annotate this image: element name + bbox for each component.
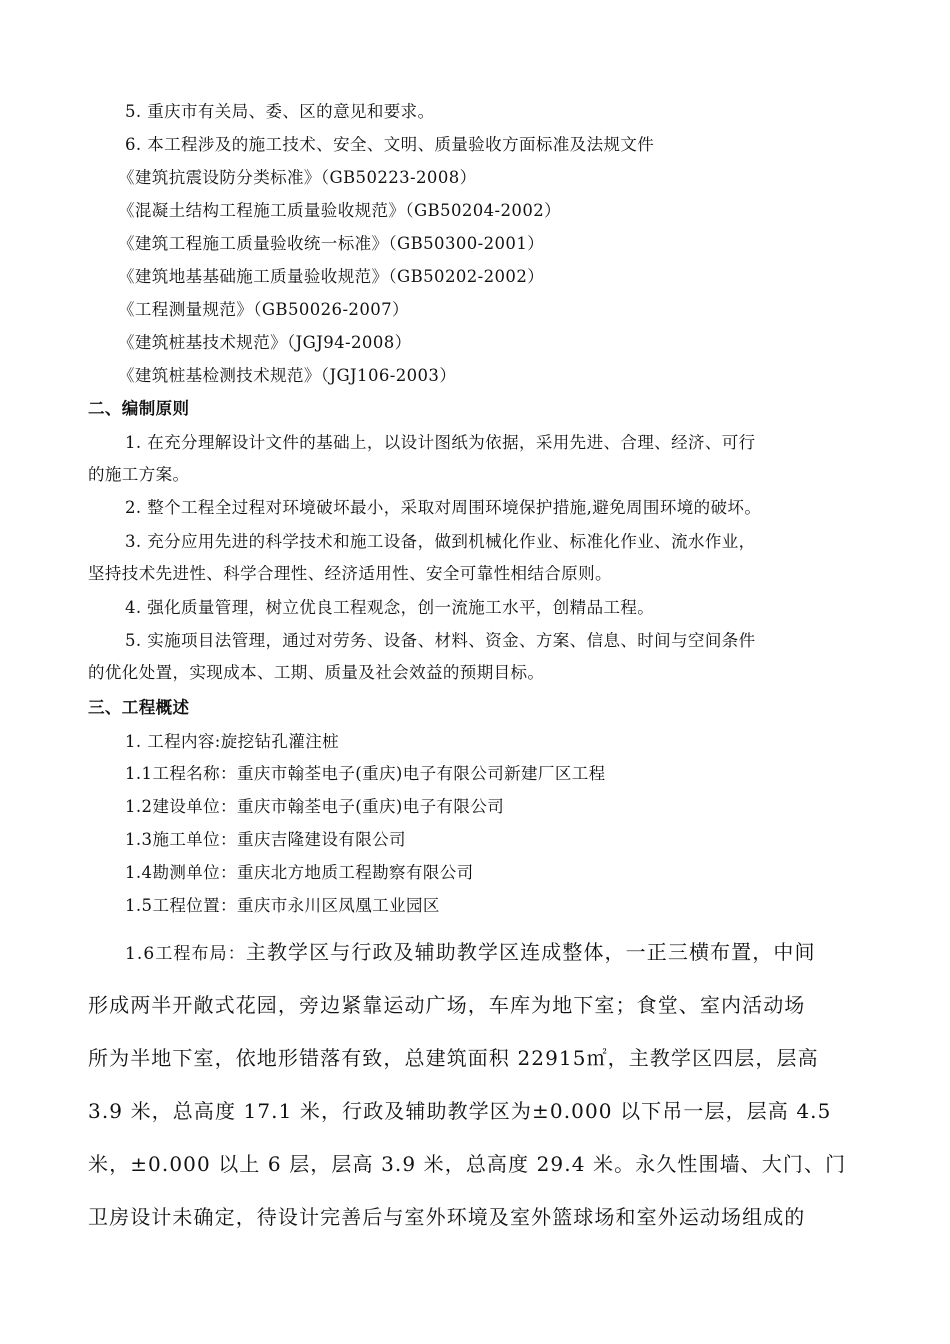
list-item: 5. 重庆市有关局、委、区的意见和要求。 xyxy=(125,102,435,121)
overview-item: 1.1工程名称：重庆市翰荃电子(重庆)电子有限公司新建厂区工程 xyxy=(125,764,606,783)
layout-paragraph-line xyxy=(125,938,816,968)
paragraph-line: 1. 在充分理解设计文件的基础上，以设计图纸为依据，采用先进、合理、经济、可行 xyxy=(125,433,756,452)
layout-paragraph-line: 形成两半开敞式花园，旁边紧靠运动广场，车库为地下室；食堂、室内活动场 xyxy=(88,993,806,1017)
paragraph-line: 4. 强化质量管理，树立优良工程观念，创一流施工水平，创精品工程。 xyxy=(125,598,655,617)
standard-item: 《建筑工程施工质量验收统一标准》（GB50300-2001） xyxy=(118,234,545,253)
overview-item: 1.4勘测单位：重庆北方地质工程勘察有限公司 xyxy=(125,863,474,882)
paragraph-line: 3. 充分应用先进的科学技术和施工设备，做到机械化作业、标准化作业、流水作业， xyxy=(125,532,756,551)
layout-paragraph-line: 卫房设计未确定，待设计完善后与室外环境及室外篮球场和室外运动场组成的 xyxy=(88,1205,806,1229)
standard-item: 《建筑桩基检测技术规范》（JGJ106-2003） xyxy=(118,366,457,385)
standard-item: 《混凝土结构工程施工质量验收规范》（GB50204-2002） xyxy=(118,201,562,220)
overview-item: 1.5工程位置：重庆市永川区凤凰工业园区 xyxy=(125,896,440,915)
paragraph-line: 的优化处置，实现成本、工期、质量及社会效益的预期目标。 xyxy=(88,663,545,682)
list-item: 6. 本工程涉及的施工技术、安全、文明、质量验收方面标准及法规文件 xyxy=(125,135,655,154)
standard-item: 《工程测量规范》（GB50026-2007） xyxy=(118,300,409,319)
section-heading: 三、工程概述 xyxy=(88,698,190,717)
layout-label: 1.6工程布局： xyxy=(125,944,246,964)
section-heading: 二、编制原则 xyxy=(88,399,190,418)
layout-text: 主教学区与行政及辅助教学区连成整体，一正三横布置，中间 xyxy=(245,940,816,964)
paragraph-line: 5. 实施项目法管理，通过对劳务、设备、材料、资金、方案、信息、时间与空间条件 xyxy=(125,631,756,650)
layout-paragraph-line: 所为半地下室，依地形错落有致，总建筑面积 22915㎡，主教学区四层，层高 xyxy=(88,1046,819,1070)
standard-item: 《建筑桩基技术规范》（JGJ94-2008） xyxy=(118,333,412,352)
paragraph-line: 坚持技术先进性、科学合理性、经济适用性、安全可靠性相结合原则。 xyxy=(88,564,612,583)
standard-item: 《建筑抗震设防分类标准》（GB50223-2008） xyxy=(118,168,477,187)
layout-paragraph-line: 3.9 米，总高度 17.1 米，行政及辅助教学区为±0.000 以下吊一层，层高 4.5 xyxy=(88,1099,832,1123)
overview-item: 1.3施工单位：重庆吉隆建设有限公司 xyxy=(125,830,406,849)
paragraph-line: 的施工方案。 xyxy=(88,465,190,484)
overview-item: 1. 工程内容:旋挖钻孔灌注桩 xyxy=(125,732,340,751)
standard-item: 《建筑地基基础施工质量验收规范》（GB50202-2002） xyxy=(118,267,545,286)
overview-item: 1.2建设单位：重庆市翰荃电子(重庆)电子有限公司 xyxy=(125,797,505,816)
paragraph-line: 2. 整个工程全过程对环境破坏最小，采取对周围环境保护措施,避免周围环境的破坏。 xyxy=(125,498,762,517)
layout-paragraph-line: 米，±0.000 以上 6 层，层高 3.9 米，总高度 29.4 米。永久性围墙、大门、门 xyxy=(88,1152,847,1176)
